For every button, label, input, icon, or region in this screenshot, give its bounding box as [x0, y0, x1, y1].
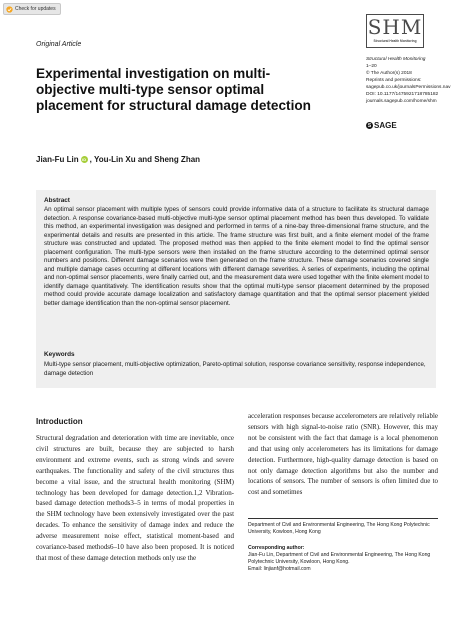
co-authors: , You-Lin Xu and Sheng Zhan	[89, 155, 201, 164]
keywords-heading: Keywords	[44, 351, 75, 358]
journal-logo-letters: SHM	[367, 15, 423, 39]
journal-name: Structural Health Monitoring	[366, 57, 426, 62]
introduction-text: Structural degradation and deterioration with time are inevitable, once civil structures are built, because they are subjected to harsh environment and extreme events, such as strong winds and severe earthquakes. The functionality and safety of the civil structures thus become a vital issue, and the structural health monitoring (SHM) technology has been developed for damage detection.1,2 Vibration-based damage detection methods3–5 in terms of modal properties in the SHM technology have been extensively investigated over the past decades. To enhance the sensitivity of damage index and reduce the adverse measurement noise effect, statistical moment-based and covariance-based methods6–10 have also been proposed. It is noticed that most of these damage detection methods only use the	[36, 434, 234, 562]
corresponding-author-email[interactable]: Email: linjianf@hotmail.com	[248, 566, 311, 572]
journal-info	[366, 56, 451, 105]
corresponding-author-details	[248, 552, 438, 573]
copyright: © The Author(s) 2018	[366, 71, 412, 76]
check-for-updates-badge[interactable]	[3, 3, 61, 15]
journal-home-link[interactable]: journals.sagepub.com/home/shm	[366, 99, 437, 104]
orcid-icon[interactable]: iD	[82, 157, 87, 162]
article-title: Experimental investigation on multi-objective multi-type sensor optimal placement for structural damage detection	[36, 66, 311, 113]
first-author[interactable]: Jian-Fu Lin	[36, 155, 79, 164]
footnote-divider	[248, 518, 438, 519]
publisher-name: SAGE	[374, 121, 397, 130]
affiliation: Department of Civil and Environmental Engineering, The Hong Kong Polytechnic University, Kowloon, Hong Kong	[248, 522, 430, 535]
sage-icon: S	[367, 122, 372, 129]
corresponding-author-heading: Corresponding author:	[248, 545, 305, 551]
publisher-logo	[366, 121, 397, 130]
abstract-text: An optimal sensor placement with multiple types of sensors could provide informative data of a structure to facilitate its structural damage detection. A response covariance-based multi-objective multi-type sensor optimal placement method has been thus developed. To validate this method, an experimental investigation was designed and performed in terms of a nine-bay three-dimensional frame structure, and the experimental details and results are presented in this article. The frame structure was first built, and a finite element model of the frame structure was constructed and updated. The proposed method was then applied to the finite element model to find the optimal sensor placement configuration. The multi-type sensors were then installed on the frame structure according to the determined optimal sensor numbers and positions. Different damage scenarios were then generated on the frame structure. These damage scenarios covered single and multiple damage cases occurring at different locations with different damage severities. A series of experiments, including the optimal and non-optimal sensor placements, were finally carried out, and the measurement data were used together with the finite element model to identify damage quantitatively. The identification results show that the optimal multi-type sensor placement determined by the proposed method could provide accurate damage localization and satisfactory damage quantitation and that the optimal sensor placement yielded better damage identification than the non-optimal sensor placement.	[44, 206, 429, 307]
permissions-link[interactable]: sagepub.co.uk/journalsPermissions.nav	[366, 85, 451, 90]
abstract-heading: Abstract	[44, 197, 70, 204]
reprints-label: Reprints and permissions:	[366, 78, 422, 83]
corresponding-author-address: Jian-Fu Lin, Department of Civil and Environmental Engineering, The Hong Kong Polytechnic University, Kowloon, Hong Kong.	[248, 552, 431, 565]
keywords-text: Multi-type sensor placement, multi-objective optimization, Pareto-optimal solution, response covariance sensitivity, response independence, damage detection	[44, 361, 426, 377]
check-for-updates-icon	[6, 6, 13, 13]
journal-logo-subtitle: Structural Health Monitoring	[373, 39, 417, 43]
journal-logo[interactable]	[366, 14, 424, 48]
introduction-heading: Introduction	[36, 417, 83, 426]
author-list	[36, 155, 200, 164]
article-type: Original Article	[36, 41, 82, 48]
check-for-updates-label: Check for updates	[15, 6, 56, 12]
doi-link[interactable]: DOI: 10.1177/1475921718785182	[366, 92, 439, 97]
column-two-text: acceleration responses because accelerometers are relatively reliable sensors with high signal-to-noise ratio (SNR). However, this may not be consistent with the fact that damage is a local phenomenon and that using only accelerometers has its limitations for damage detection. Furthermore, high-quality damage detection is based on not only damage detection algorithms but also the number and locations of sensors. The number of sensors is often limited due to cost and sometimes	[248, 412, 438, 497]
page-range: 1–20	[366, 64, 377, 69]
